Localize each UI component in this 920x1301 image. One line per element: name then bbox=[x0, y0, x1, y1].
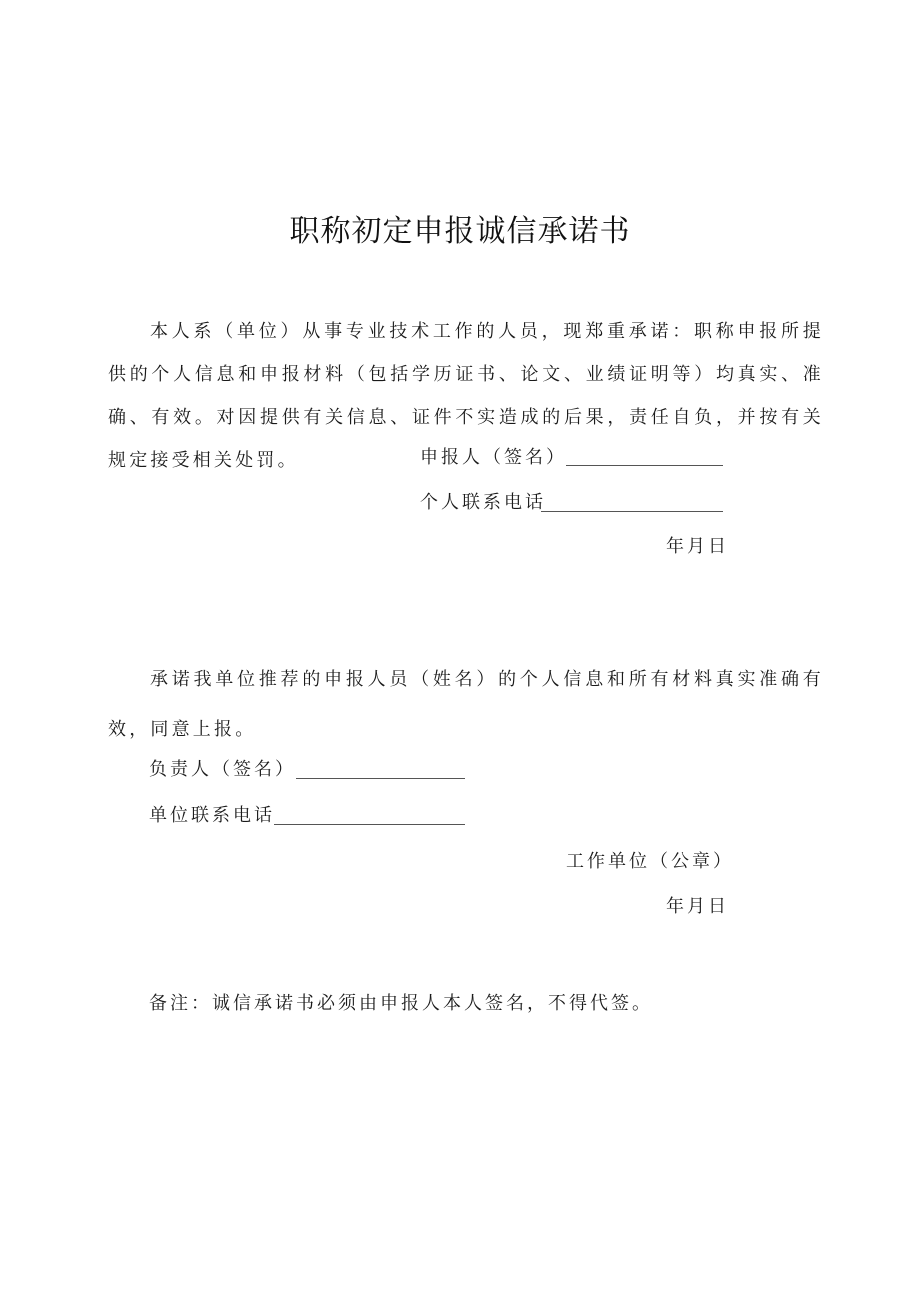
unit-date-label: 年月日 bbox=[666, 896, 729, 917]
responsible-person-signature-label: 负责人（签名） bbox=[149, 759, 296, 780]
personal-phone-label: 个人联系电话 bbox=[420, 492, 546, 513]
note-text: 备注：诚信承诺书必须由申报人本人签名，不得代签。 bbox=[149, 993, 653, 1014]
document-title: 职称初定申报诚信承诺书 bbox=[289, 214, 631, 249]
personal-pledge-text: 本人系（单位）从事专业技术工作的人员，现郑重承诺：职称申报所提供的个人信息和申报材料（包括学历证书、论文、业绩证明等）均真实、准确、有效。对因提供有关信息、证件不实造成的后果，责任自负，并按有关规定接受相关处罚。 bbox=[108, 321, 824, 471]
applicant-signature-label: 申报人（签名） bbox=[420, 447, 567, 468]
unit-seal-label: 工作单位（公章） bbox=[566, 851, 734, 872]
applicant-signature-line[interactable] bbox=[566, 465, 723, 466]
unit-phone-line[interactable] bbox=[274, 824, 465, 825]
personal-date-label: 年月日 bbox=[666, 536, 729, 557]
responsible-person-signature-line[interactable] bbox=[296, 778, 465, 779]
personal-phone-line[interactable] bbox=[541, 511, 723, 512]
unit-phone-label: 单位联系电话 bbox=[149, 805, 275, 826]
unit-pledge-text: 承诺我单位推荐的申报人员（姓名）的个人信息和所有材料真实准确有效，同意上报。 bbox=[108, 669, 824, 740]
